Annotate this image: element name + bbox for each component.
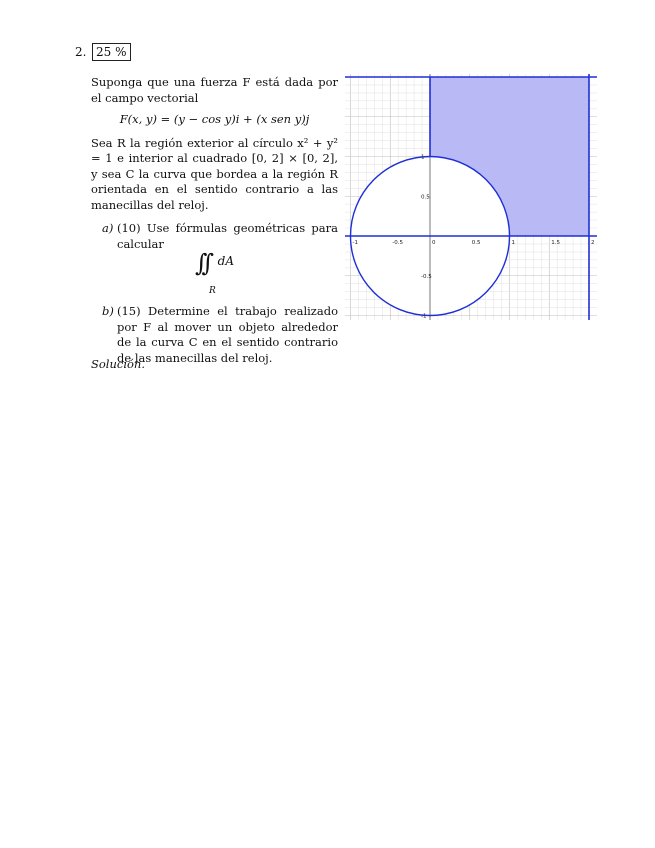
integrand: dA [217, 254, 235, 268]
part-a [91, 221, 338, 252]
y-tick-label: -0.5 [421, 273, 432, 280]
x-tick-label: 0 [432, 240, 436, 246]
y-tick-label: 0.5 [421, 194, 430, 201]
x-tick-label: -1 [352, 240, 358, 246]
x-tick-label: 2 [591, 240, 595, 246]
problem-text [91, 75, 338, 366]
part-b-label: b) [102, 304, 114, 318]
weight-badge: 25 % [92, 43, 131, 61]
x-tick-label: 1 [511, 240, 515, 246]
part-b-text: (15) Determine el trabajo realizado por F al mover un objeto alrededor de la curva C en el sentido contrario de las manecillas del reloj. [117, 304, 338, 365]
region-paragraph: Sea R la región exterior al círculo x² + y² = 1 e interior al cuadrado [0, 2] × [0, 2], y sea C la curva que bordea a la región R orientada en el sentido contrario a las manecillas del reloj. [91, 135, 338, 212]
integral-subscript: R [209, 286, 216, 296]
problem-number: 2. [75, 45, 87, 59]
intro-paragraph: Suponga que una fuerza F está dada por el campo vectorial [91, 75, 338, 105]
part-a-label: a) [102, 221, 114, 235]
part-a-text: (10) Use fórmulas geométricas para calcular [117, 221, 338, 251]
double-integral [91, 249, 338, 296]
y-tick-label: 1 [421, 154, 425, 161]
x-tick-label: 1.5 [551, 240, 560, 246]
y-tick-label: -1 [421, 313, 427, 320]
integral-symbol: ∫∫ [194, 249, 208, 277]
x-tick-label: 0.5 [471, 240, 481, 246]
region-plot [345, 74, 597, 320]
vector-field-equation: F(x, y) = (y − cos y)i + (x sen y)j [119, 112, 310, 126]
x-tick-label: -0.5 [392, 240, 403, 246]
solution-label: Solución. [91, 357, 145, 371]
